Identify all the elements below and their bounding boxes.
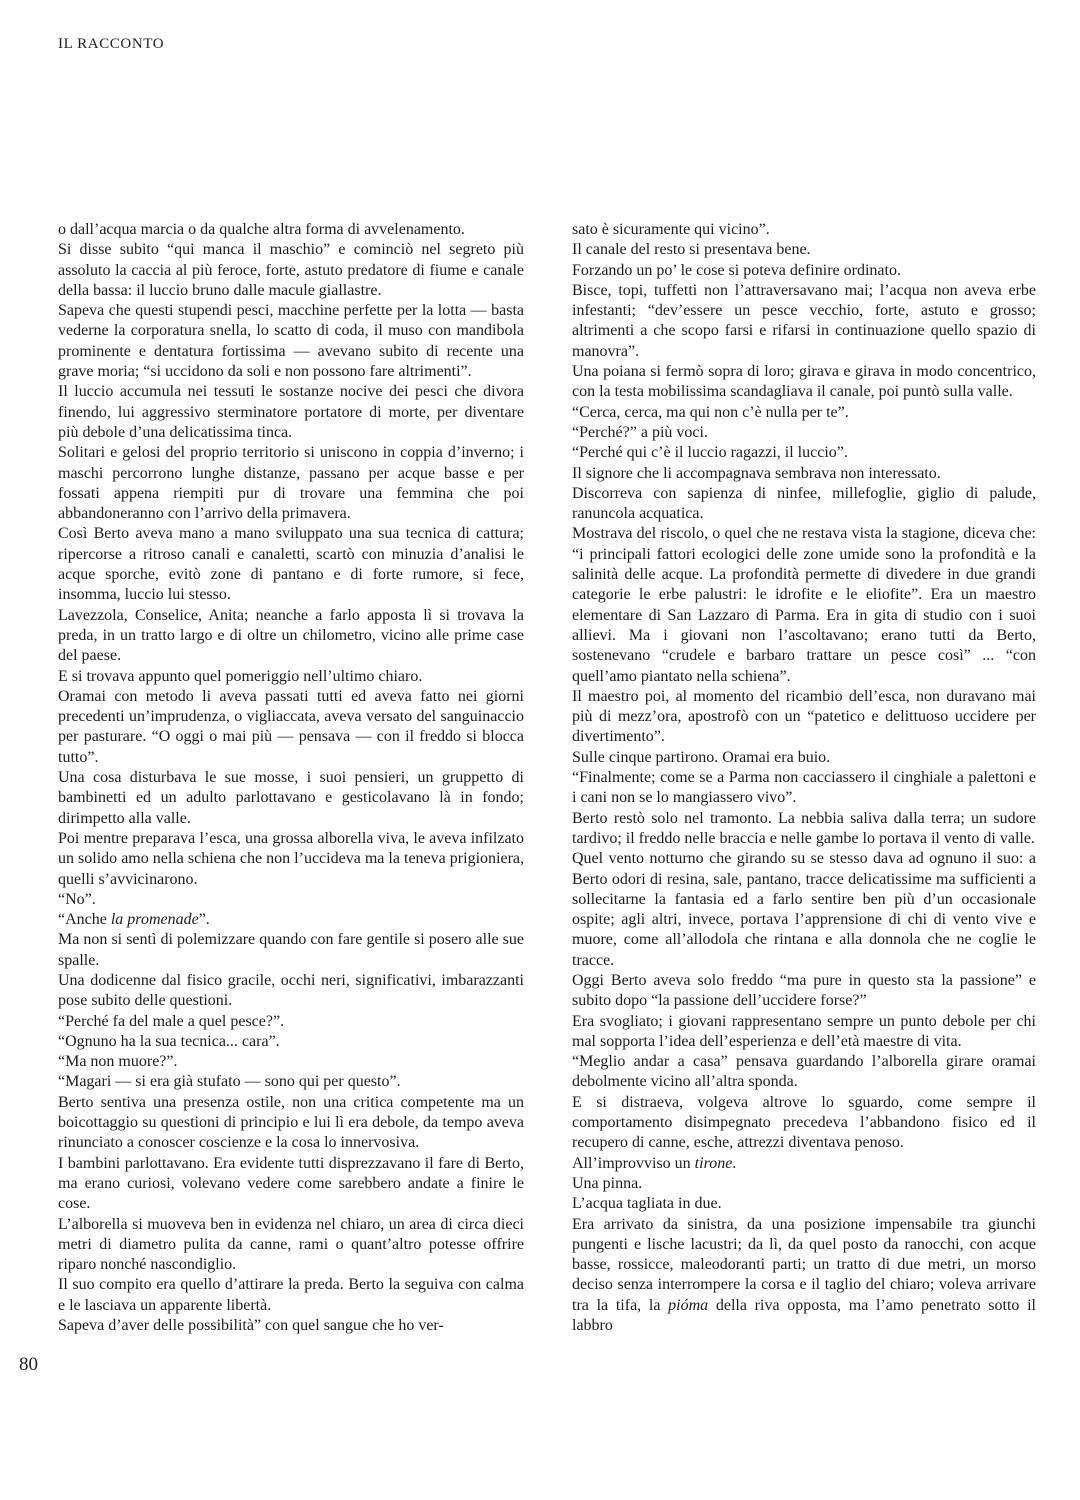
- paragraph: “Ma non muore?”.: [58, 1053, 178, 1071]
- paragraph: L’alborella si muoveva ben in evidenza nel chiaro, un area di circa dieci metri di diametro pulita da canne, rami o quant’altro potesse offrire riparo nonché nascondiglio.: [58, 1215, 524, 1274]
- paragraph: E si distraeva, volgeva altrove lo sguardo, come sempre il comportamento disimpegnato precedeva l’abbandono fisico ed il recupero di canne, esche, attrezzi diventava penoso.: [572, 1093, 1036, 1152]
- paragraph: Lavezzola, Conselice, Anita; neanche a farlo apposta lì si trovava la preda, in un tratto largo e di oltre un chilometro, vicino alle prime case del paese.: [58, 606, 524, 665]
- paragraph: I bambini parlottavano. Era evidente tutti disprezzavano il fare di Berto, ma erano curiosi, volevano vedere come sarebbero andate a finire le cose.: [58, 1154, 524, 1213]
- paragraph: “No”.: [58, 890, 96, 908]
- paragraph: Sapeva d’aver delle possibilità” con quel sangue che ho ver-: [58, 1317, 444, 1335]
- paragraph: “Cerca, cerca, ma qui non c’è nulla per te”.: [572, 403, 849, 421]
- text-column-right: [572, 220, 1036, 1495]
- paragraph: Il maestro poi, al momento del ricambio dell’esca, non duravano mai più di mezz’ora, apostrofò con un “patetico e delittuoso uccidere per divertimento”.: [572, 687, 1036, 746]
- paragraph: “Finalmente; come se a Parma non cacciassero il cinghiale a palettoni e i cani non se lo mangiassero vivo”.: [572, 769, 1036, 807]
- paragraph: Una pinna.: [572, 1174, 643, 1192]
- paragraph: Una cosa disturbava le sue mosse, i suoi pensieri, un gruppetto di bambinetti ed un adulto parlottavano e gesticolavano là in fondo; dirimpetto alla valle.: [58, 769, 524, 827]
- paragraph: Oramai con metodo li aveva passati tutti ed aveva fatto nei giorni precedenti un’imprudenza, o vigliaccata, aveva versato del sanguinaccio per pasturare. “O oggi o mai più — pensava — con il freddo si blocca tutto”.: [58, 687, 524, 766]
- paragraph: Poi mentre preparava l’esca, una grossa alborella viva, le aveva infilzato un solido amo nella schiena che non l’uccideva ma la teneva prigioniera, quelli s’avvicinarono.: [58, 829, 524, 888]
- paragraph: Il canale del resto si presentava bene.: [572, 241, 811, 259]
- paragraph: Sapeva che questi stupendi pesci, macchine perfette per la lotta — basta vederne la corporatura snella, lo scatto di coda, il muso con mandibola prominente e dentatura fortissima — avevano subito di recente una grave moria; “si uccidono da soli e non possono fare altrimenti”.: [58, 302, 524, 381]
- paragraph: Ma non si sentì di polemizzare quando con fare gentile si posero alle sue spalle.: [58, 931, 524, 969]
- paragraph: Una dodicenne dal fisico gracile, occhi neri, significativi, imbarazzanti pose subito delle questioni.: [58, 971, 524, 1010]
- text-column-left: [58, 220, 524, 1495]
- paragraph: E si trovava appunto quel pomeriggio nell’ultimo chiaro.: [58, 667, 423, 685]
- paragraph: Mostrava del riscolo, o quel che ne restava vista la stagione, diceva che: “i principali fattori ecologici delle zone umide sono la profondità e la salinità delle acque. La profondità permette di divedere in due grandi categorie le erbe palustri: le idrofite e le eliofite”. Era un maestro elementare di San Lazzaro di Parma. Era in gita di studio con i suoi allievi. Ma i giovani non l’ascoltavano; erano tutti da Berto, sostenevano “crudele e barbaro trattare un pesce così” ... “con quell’amo piantato nella schiena”.: [572, 525, 1036, 685]
- paragraph: All’improvviso un tirone.: [572, 1154, 737, 1172]
- paragraph: Così Berto aveva mano a mano sviluppato una sua tecnica di cattura; ripercorse a ritroso canali e canaletti, scartò con minuzia d’analisi le acque sporche, evitò zone di pantano e di forte rumore, si fece, insomma, luccio lui stesso.: [58, 525, 524, 604]
- paragraph: Sulle cinque partirono. Oramai era buio.: [572, 748, 831, 766]
- running-head: IL RACCONTO: [58, 36, 165, 52]
- paragraph: Il luccio accumula nei tessuti le sostanze nocive dei pesci che divora finendo, lui aggressivo sterminatore portatore di morte, per diventare più debole d’una delicatissima tinca.: [58, 383, 524, 441]
- paragraph: Berto restò solo nel tramonto. La nebbia saliva dalla terra; un sudore tardivo; il freddo nelle braccia e nelle gambe lo portava il vento di valle.: [572, 809, 1036, 847]
- paragraph: Il suo compito era quello d’attirare la preda. Berto la seguiva con calma e le lasciava un apparente libertà.: [58, 1276, 524, 1314]
- paragraph: “Anche la promenade”.: [58, 911, 210, 929]
- paragraph: “Perché fa del male a quel pesce?”.: [58, 1012, 285, 1030]
- paragraph: Forzando un po’ le cose si poteva definire ordinato.: [572, 261, 901, 279]
- paragraph: o dall’acqua marcia o da qualche altra forma di avvelenamento.: [58, 221, 465, 238]
- paragraph: “Perché qui c’è il luccio ragazzi, il luccio”.: [572, 444, 848, 462]
- paragraph: Si disse subito “qui manca il maschio” e cominciò nel segreto più assoluto la caccia al più feroce, forte, astuto predatore di fiume e canale della bassa: il luccio bruno dalle macule giallastre.: [58, 241, 524, 299]
- paragraph: “Ognuno ha la sua tecnica... cara”.: [58, 1032, 280, 1050]
- paragraph: sato è sicuramente qui vicino”.: [572, 221, 770, 238]
- paragraph: Quel vento notturno che girando su se stesso dava ad ognuno il suo: a Berto odori di resina, sale, pantano, tracce delicatissime ma sufficienti a sollecitarne la fantasia ed a farlo sentire ben più d’un occasionale ospite; agli altri, invece, portava l’apprensione di chi di vento vive e muore, come all’allodola che rintana e alla donnola che ne coglie le tracce.: [572, 850, 1036, 969]
- paragraph: “Meglio andar a casa” pensava guardando l’alborella girare oramai debolmente vicino all’altra sponda.: [572, 1053, 1036, 1091]
- paragraph: Era arrivato da sinistra, da una posizione impensabile tra giunchi pungenti e lische lacustri; da lì, da quel posto da ranocchi, con acque basse, rossicce, maleodoranti parti; un tratto di due metri, un morso deciso senza interrompere la corsa e il taglio del chiaro; voleva arrivare tra la tifa, la pióma della riva opposta, ma l’amo penetrato sotto il labbro: [572, 1215, 1036, 1335]
- paragraph: “Perché?” a più voci.: [572, 423, 708, 441]
- paragraph: Oggi Berto aveva solo freddo “ma pure in questo sta la passione” e subito dopo “la passione dell’uccidere forse?”: [572, 971, 1036, 1010]
- paragraph: Il signore che li accompagnava sembrava non interessato.: [572, 464, 941, 482]
- paragraph: Berto sentiva una presenza ostile, non una critica competente ma un boicottaggio su questioni di principio e lui lì era debole, da tempo aveva rinunciato a conoscer coscienze e la cosa lo innervosiva.: [58, 1093, 524, 1152]
- paragraph: Solitari e gelosi del proprio territorio si uniscono in coppia d’inverno; i maschi percorrono lunghe distanze, passano per acque basse e per fossati appena riempiti pur di trovare una femmina che poi abbandoneranno con l’arrivo della primavera.: [58, 444, 524, 523]
- paragraph: Era svogliato; i giovani rappresentano sempre un punto debole per chi mal sopporta l’idea dell’esperienza e dell’età maestre di vita.: [572, 1012, 1036, 1050]
- paragraph: “Magari — si era già stufato — sono qui per questo”.: [58, 1073, 401, 1091]
- paragraph: L’acqua tagliata in due.: [572, 1195, 722, 1213]
- paragraph: Discorreva con sapienza di ninfee, millefoglie, giglio di palude, ranuncola acquatica.: [572, 484, 1036, 523]
- page-number: 80: [19, 1354, 38, 1375]
- paragraph: Una poiana si fermò sopra di loro; girava e girava in modo concentrico, con la testa mobilissima scandagliava il canale, poi puntò sulla valle.: [572, 363, 1036, 401]
- paragraph: Bisce, topi, tuffetti non l’attraversavano mai; l’acqua non aveva erbe infestanti; “dev’essere un pesce vecchio, forte, astuto e grosso; altrimenti a che scopo farsi e rifarsi in continuazione quello spazio di manovra”.: [572, 281, 1036, 360]
